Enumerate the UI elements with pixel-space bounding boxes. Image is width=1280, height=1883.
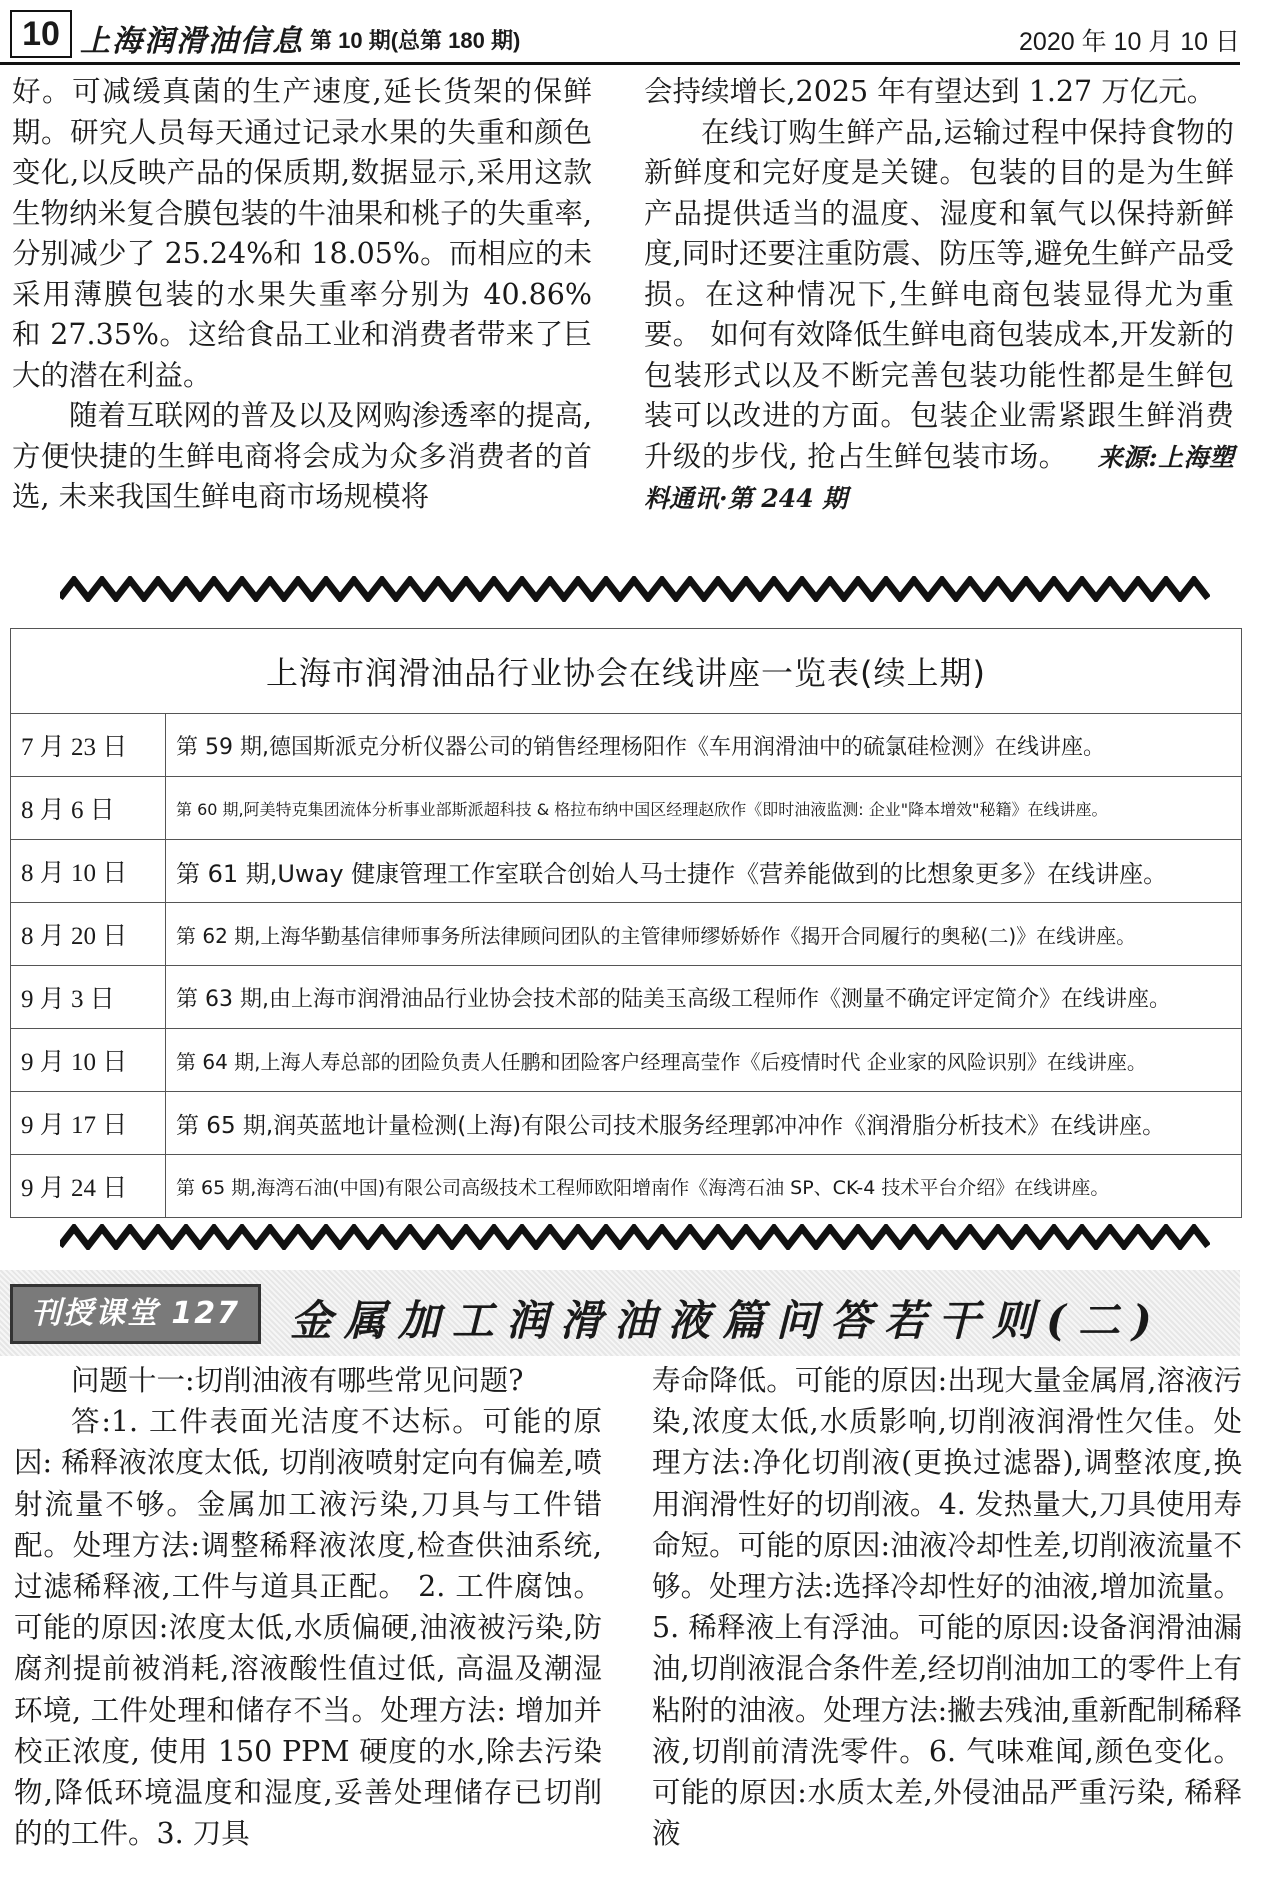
article1-left-paragraph-1: 好。可减缓真菌的生产速度,延长货架的保鲜期。研究人员每天通过记录水果的失重和颜色变化,以反映产品的保质期,数据显示,采用这款生物纳米复合膜包装的牛油果和桃子的失重率,分别减少了 25.24%和 18.05%。而相应的未采用薄膜包装的水果失重率分别为 40.86% 和 27.35%。这给食品工业和消费者带来了巨大的潜在利益。 [12,75,592,392]
article1-right-paragraph-1: 会持续增长,2025 年有望达到 1.27 万亿元。 [644,75,1216,108]
lecture-date: 9 月 10 日 [11,1029,166,1092]
table-row [11,1155,1242,1218]
table-row [11,903,1242,966]
lecture-date: 9 月 17 日 [11,1092,166,1155]
table-row [11,1029,1242,1092]
lecture-content: 第 63 期,由上海市润滑油品行业协会技术部的陆美玉高级工程师作《测量不确定评定简介》在线讲座。 [166,966,1242,1029]
page-header [0,0,1280,66]
zigzag-divider-bottom [60,1224,1210,1250]
article-source: 来源:上海塑料通讯·第 244 期 [644,442,1234,513]
table-row [11,966,1242,1029]
table-row [11,714,1242,777]
lecture-content: 第 65 期,润英蓝地计量检测(上海)有限公司技术服务经理郭冲冲作《润滑脂分析技术》在线讲座。 [166,1092,1242,1155]
lecture-date: 8 月 10 日 [11,840,166,903]
lecture-date: 8 月 6 日 [11,777,166,840]
section2-left-column [14,1360,602,1854]
section-banner [0,1270,1240,1356]
column-badge: 刊授课堂 127 [10,1284,261,1344]
section2-right-column [652,1360,1242,1854]
publication-title: 上海润滑油信息 [80,24,304,59]
lecture-content: 第 62 期,上海华勤基信律师事务所法律顾问团队的主管律师缪娇娇作《揭开合同履行的奥秘(二)》在线讲座。 [166,903,1242,966]
answer-text: 答:1. 工件表面光洁度不达标。可能的原因: 稀释液浓度太低, 切削液喷射定向有偏差,喷射流量不够。金属加工液污染,刀具与工件错配。处理方法:调整稀释液浓度,检查供油系统,过滤稀释液,工件与道具正配。 2. 工件腐蚀。可能的原因:浓度太低,水质偏硬,油液被污染,防腐剂提前被消耗,溶液酸性值过低, 高温及潮湿环境, 工件处理和储存不当。处理方法: 增加并校正浓度, 使用 150 PPM 硬度的水,除去污染物,降低环境温度和湿度,妥善处理储存已切削的的工件。3. 刀具 [14,1405,602,1851]
lecture-content: 第 61 期,Uway 健康管理工作室联合创始人马士捷作《营养能做到的比想象更多》在线讲座。 [166,840,1242,903]
lecture-content: 第 64 期,上海人寿总部的团险负责人任鹏和团险客户经理高莹作《后疫情时代 企业家的风险识别》在线讲座。 [166,1029,1242,1092]
table-row [11,777,1242,840]
article1-right-column [644,72,1234,520]
lecture-content: 第 65 期,海湾石油(中国)有限公司高级技术工程师欧阳增南作《海湾石油 SP、CK-4 技术平台介绍》在线讲座。 [166,1155,1242,1218]
section-title: 金属加工润滑油液篇问答若干则(二) [290,1296,1164,1345]
article1-right-paragraph-2 [644,113,1234,520]
article1-left-paragraph-2: 随着互联网的普及以及网购渗透率的提高, 方便快捷的生鲜电商将会成为众多消费者的首选, 未来我国生鲜电商市场规模将 [12,399,592,513]
lecture-table-title-row [11,629,1242,714]
article1-right-paragraph-2-text: 在线订购生鲜产品,运输过程中保持食物的新鲜度和完好度是关键。包装的目的是为生鲜产品提供适当的温度、湿度和氧气以保持新鲜度,同时还要注重防震、防压等,避免生鲜产品受损。在这种情况下,生鲜电商包装显得尤为重要。 如何有效降低生鲜电商包装成本,开发新的包装形式以及不断完善包装功能性都是生鲜包装可以改进的方面。包装企业需紧跟生鲜消费升级的步伐, 抢占生鲜包装市场。 [644,115,1234,473]
lecture-date: 8 月 20 日 [11,903,166,966]
article1-left-column [12,72,592,518]
lecture-table [10,628,1242,1218]
lecture-table-title: 上海市润滑油品行业协会在线讲座一览表(续上期) [11,629,1242,714]
issue-label: 第 10 期(总第 180 期) [310,28,521,53]
table-row [11,840,1242,903]
table-row [11,1092,1242,1155]
lecture-date: 9 月 3 日 [11,966,166,1029]
lecture-date: 9 月 24 日 [11,1155,166,1218]
answer-continued-text: 寿命降低。可能的原因:出现大量金属屑,溶液污染,浓度太低,水质影响,切削液润滑性欠佳。处理方法:净化切削液(更换过滤器),调整浓度,换用润滑性好的切削液。4. 发热量大,刀具使用寿命短。可能的原因:油液冷却性差,切削液流量不够。处理方法:选择冷却性好的油液,增加流量。5. 稀释液上有浮油。可能的原因:设备润滑油漏油,切削液混合条件差,经切削油加工的零件上有粘附的油液。处理方法:撇去残油,重新配制稀释液,切削前清洗零件。6. 气味难闻,颜色变化。可能的原因:水质太差,外侵油品严重污染, 稀释液 [652,1364,1242,1851]
header-rule [0,62,1240,65]
lecture-content: 第 59 期,德国斯派克分析仪器公司的销售经理杨阳作《车用润滑油中的硫氯硅检测》在线讲座。 [166,714,1242,777]
question-heading: 问题十一:切削油液有哪些常见问题? [71,1364,524,1397]
issue-date: 2020 年 10 月 10 日 [1019,28,1240,56]
zigzag-divider-top [60,576,1210,602]
page-number: 10 [10,10,72,58]
lecture-date: 7 月 23 日 [11,714,166,777]
lecture-content: 第 60 期,阿美特克集团流体分析事业部斯派超科技 & 格拉布纳中国区经理赵欣作《即时油液监测: 企业"降本增效"秘籍》在线讲座。 [166,777,1242,840]
